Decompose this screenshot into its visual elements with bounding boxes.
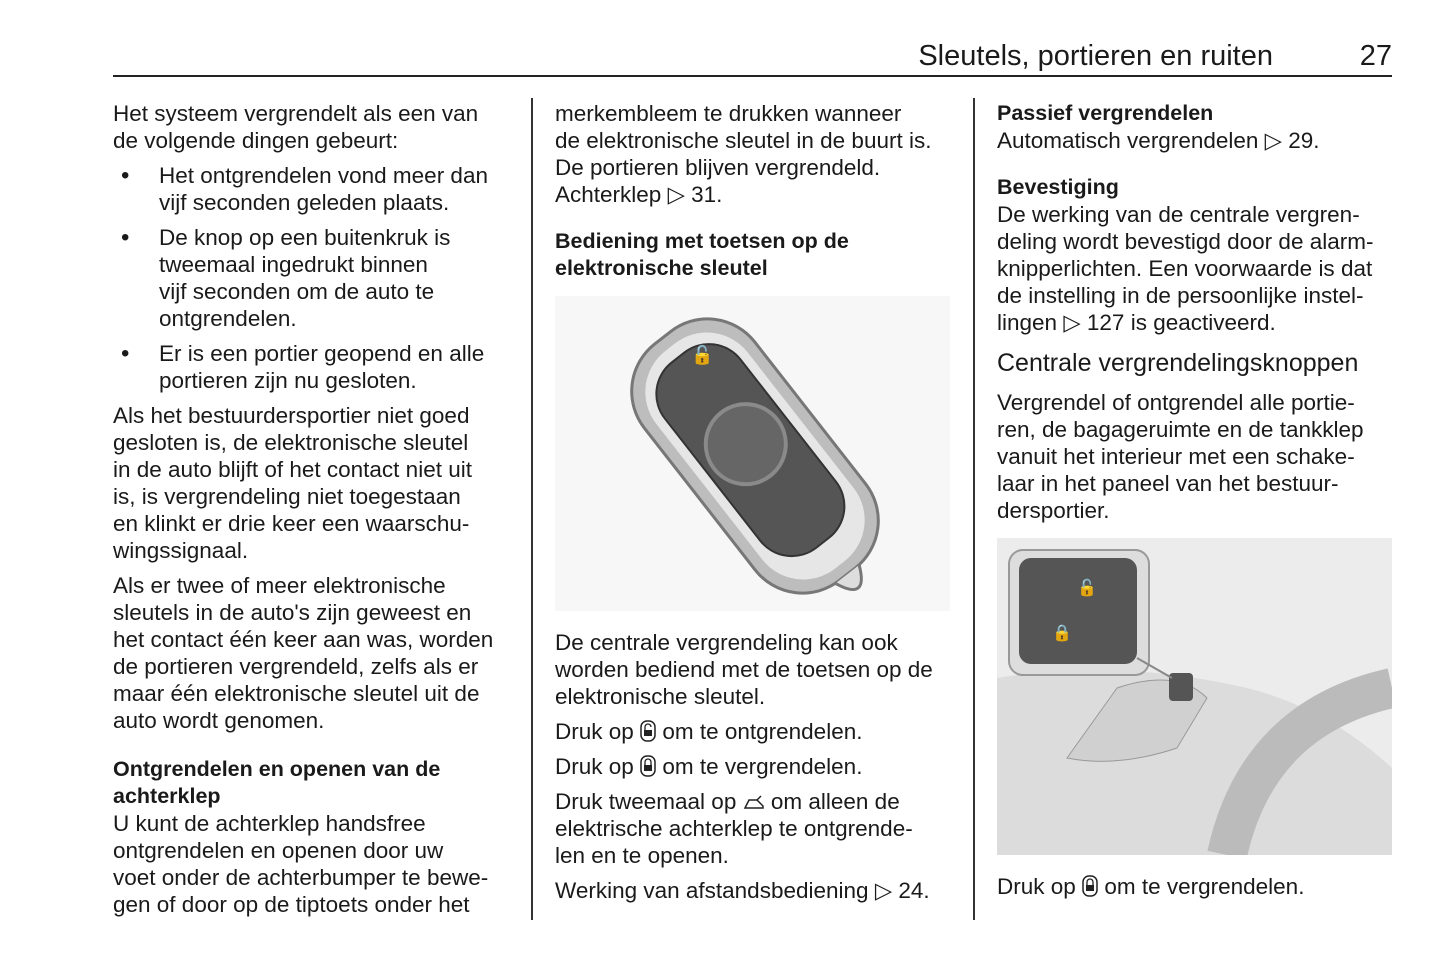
list-item: • De knop op een buitenkruk is tweemaal ingedrukt binnen vijf seconden om de auto te ontgrendelen. (113, 224, 518, 332)
header-rule (113, 75, 1392, 77)
paragraph: Als het bestuurdersportier niet goed gesloten is, de elektronische sleutel in de auto blijft of het contact niet uit is, is vergrendeling niet toegestaan en klinkt er drie keer een waarschu- wingssignaal. (113, 403, 472, 563)
page-number: 27 (1359, 40, 1392, 72)
lock-icon: 🔒 (1052, 625, 1072, 642)
cross-reference[interactable]: Werking van afstandsbediening ▷ 24. (555, 878, 930, 903)
header-title: Sleutels, portieren en ruiten (918, 40, 1273, 72)
lock-instruction: Druk op om te vergrendelen. (555, 754, 863, 779)
section-heading: Centrale vergrendelingsknoppen (997, 349, 1359, 377)
paragraph: U kunt de achterklep handsfree ontgrendelen en openen door uw voet onder de achterbumper te bewe- gen of door op de tiptoets onder het (113, 811, 489, 917)
paragraph: elektrische achterklep te ontgrende- len en te openen. (555, 816, 913, 868)
paragraph: Als er twee of meer elektronische sleutels in de auto's zijn geweest en het contact één keer aan was, worden de portieren vergrendeld, zelfs als er maar één elektronische sleutel uit de auto wordt genomen. (113, 573, 494, 733)
cross-reference[interactable]: lingen ▷ 127 is geactiveerd. (997, 310, 1276, 335)
unlock-instruction: Druk op om te ontgrendelen. (555, 719, 863, 744)
subheading: Bediening met toetsen op de elektronische sleutel (555, 229, 849, 280)
arrow-reference-icon: ▷ (1264, 128, 1282, 153)
arrow-reference-icon: ▷ (874, 878, 893, 903)
column-1 (113, 100, 518, 926)
tailgate-instruction: Druk tweemaal op om alleen de (555, 789, 900, 814)
bullet-list (113, 162, 518, 394)
paragraph: merkembleem te drukken wanneer de elektronische sleutel in de buurt is. De portieren blijven vergrendeld. (555, 101, 932, 180)
door-lock-switch-illustration (997, 538, 1392, 855)
unlock-icon: 🔓 (1077, 580, 1097, 597)
ref-page: 31. (691, 182, 723, 207)
subheading: Bevestiging (997, 175, 1119, 199)
cross-reference[interactable] (555, 181, 955, 208)
cross-reference[interactable]: Automatisch vergrendelen ▷ 29. (997, 128, 1320, 153)
subheading: Ontgrendelen en openen van de achterklep (113, 757, 441, 808)
column-divider (973, 98, 975, 920)
ref-label: Achterklep (555, 182, 662, 207)
tailgate-icon (743, 794, 765, 812)
lock-icon (640, 755, 656, 777)
unlock-icon (640, 720, 656, 742)
paragraph: Vergrendel of ontgrendel alle portie- ren, de bagageruimte en de tankklep vanuit het interieur met een schake- laar in het paneel van het bestuur- dersportier. (997, 390, 1364, 523)
column-3 (997, 100, 1397, 908)
column-2 (555, 100, 955, 912)
paragraph: De werking van de centrale vergren- deling wordt bevestigd door de alarm- knipperlichten. Een voorwaarde is dat de instelling in de persoonlijke instel- (997, 202, 1374, 308)
unlock-icon: 🔓 (691, 345, 714, 365)
electronic-key-illustration (555, 296, 950, 611)
lock-instruction: Druk op om te vergrendelen. (997, 874, 1305, 899)
arrow-reference-icon: ▷ (667, 182, 685, 207)
arrow-reference-icon: ▷ (1063, 310, 1081, 335)
list-item: • Het ontgrendelen vond meer dan vijf seconden geleden plaats. (113, 162, 518, 216)
paragraph: De centrale vergrendeling kan ook worden bediend met de toetsen op de elektronische sleutel. (555, 630, 933, 709)
column-divider (531, 98, 533, 920)
intro-text: Het systeem vergrendelt als een van de volgende dingen gebeurt: (113, 101, 479, 153)
list-item: • Er is een portier geopend en alle portieren zijn nu gesloten. (113, 340, 518, 394)
subheading: Passief vergrendelen (997, 101, 1214, 125)
lock-icon (1082, 875, 1098, 897)
